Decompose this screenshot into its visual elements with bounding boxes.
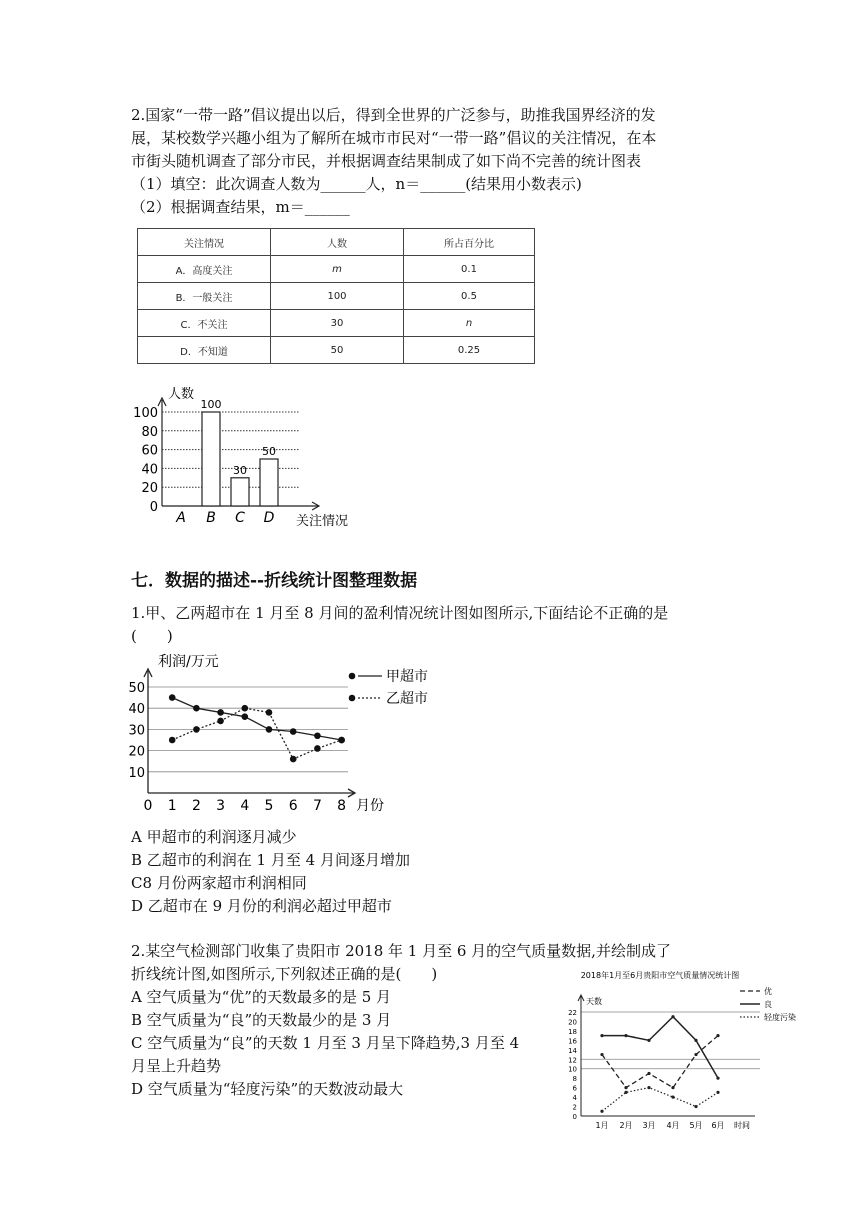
y-tick-label: 100 bbox=[133, 406, 158, 421]
q3-option-b: B 空气质量为“良”的天数最少的是 3 月 bbox=[131, 1011, 392, 1029]
data-point bbox=[600, 1110, 603, 1113]
x-tick-label: 8 bbox=[337, 798, 347, 814]
y-tick-label: 6 bbox=[572, 1084, 577, 1093]
q2-line-2: 展，某校数学兴趣小组为了解所在城市市民对“一带一路”倡议的关注情况，在本 bbox=[131, 129, 657, 147]
x-tick-label: 1月 bbox=[595, 1121, 609, 1130]
x-axis-label: 时间 bbox=[734, 1121, 750, 1130]
q3-option-c-cont: 月呈上升趋势 bbox=[131, 1057, 222, 1075]
data-point bbox=[624, 1034, 627, 1037]
data-point bbox=[694, 1053, 697, 1056]
data-point bbox=[624, 1091, 627, 1094]
chart-title: 2018年1月至6月贵阳市空气质量情况统计图 bbox=[580, 971, 740, 980]
q1-option-b: B 乙超市的利润在 1 月至 4 月间逐月增加 bbox=[131, 851, 410, 869]
y-tick-label: 10 bbox=[568, 1065, 577, 1074]
y-tick-label: 50 bbox=[128, 681, 145, 696]
y-tick-label: 40 bbox=[128, 702, 145, 718]
q2-line-3: 市街头随机调查了部分市民，并根据调查结果制成了如下尚不完善的统计图表 bbox=[131, 152, 642, 170]
q2-line-5: （2）根据调查结果，m＝______ bbox=[131, 198, 350, 216]
table-cell: 0.25 bbox=[404, 337, 535, 364]
data-point bbox=[716, 1034, 719, 1037]
table-cell: A．高度关注 bbox=[138, 256, 271, 283]
data-point bbox=[647, 1086, 650, 1089]
q2-line-4: （1）填空：此次调查人数为______人，n＝______(结果用小数表示) bbox=[131, 175, 582, 193]
table-cell: n bbox=[404, 310, 535, 337]
x-tick-label: 2月 bbox=[619, 1121, 633, 1130]
y-axis-label: 利润/万元 bbox=[158, 654, 219, 670]
legend-label: 轻度污染 bbox=[764, 1013, 796, 1022]
x-axis-label: 月份 bbox=[356, 798, 384, 814]
table-header: 关注情况 bbox=[138, 229, 271, 256]
table-cell: 30 bbox=[271, 310, 404, 337]
data-point bbox=[624, 1086, 627, 1089]
x-axis-label: 关注情况 bbox=[296, 514, 349, 529]
data-label: 50 bbox=[262, 445, 276, 458]
data-point bbox=[671, 1086, 674, 1089]
y-tick-label: 4 bbox=[572, 1094, 577, 1103]
table-cell: D．不知道 bbox=[138, 337, 271, 364]
y-tick-label: 20 bbox=[568, 1018, 577, 1027]
x-tick-label: 7 bbox=[312, 798, 322, 814]
table-cell: 50 bbox=[271, 337, 404, 364]
y-tick-label: 60 bbox=[141, 443, 158, 459]
data-point bbox=[671, 1095, 674, 1098]
x-tick-label: C bbox=[235, 510, 245, 526]
y-tick-label: 0 bbox=[572, 1113, 577, 1121]
data-point bbox=[694, 1039, 697, 1042]
q1-stem-2: ( ) bbox=[131, 627, 173, 645]
table-cell: 0.5 bbox=[404, 283, 535, 310]
x-tick-label: 0 bbox=[143, 798, 153, 814]
x-tick-label: 6 bbox=[288, 798, 298, 814]
x-tick-label: 2 bbox=[191, 798, 201, 814]
x-tick-label: B bbox=[206, 510, 216, 526]
q1-option-c: C8 月份两家超市利润相同 bbox=[131, 874, 307, 892]
data-point bbox=[600, 1053, 603, 1056]
table-header: 人数 bbox=[271, 229, 404, 256]
legend-label: 甲超市 bbox=[386, 669, 428, 685]
y-tick-label: 18 bbox=[568, 1027, 577, 1036]
y-tick-label: 40 bbox=[141, 462, 158, 478]
x-tick-label: D bbox=[263, 510, 275, 526]
x-tick-label: 4月 bbox=[666, 1121, 680, 1130]
table-cell: B．一般关注 bbox=[138, 283, 271, 310]
q1-option-a: A 甲超市的利润逐月减少 bbox=[131, 828, 297, 846]
q1-option-d: D 乙超市在 9 月份的利润必超过甲超市 bbox=[131, 897, 392, 915]
legend-label: 乙超市 bbox=[386, 691, 428, 707]
data-point bbox=[647, 1039, 650, 1042]
x-tick-label: 4 bbox=[240, 798, 250, 814]
y-axis-label: 人数 bbox=[168, 387, 195, 402]
q1-stem-1: 1.甲、乙两超市在 1 月至 8 月间的盈利情况统计图如图所示,下面结论不正确的是 bbox=[131, 604, 669, 622]
legend-label: 良 bbox=[764, 1000, 772, 1009]
x-tick-label: 5 bbox=[264, 798, 274, 814]
table-cell: m bbox=[271, 256, 404, 283]
y-tick-label: 8 bbox=[572, 1075, 577, 1084]
y-tick-label: 0 bbox=[149, 500, 158, 515]
data-label: 30 bbox=[233, 463, 247, 477]
data-label: 100 bbox=[200, 398, 222, 411]
y-tick-label: 16 bbox=[568, 1037, 577, 1046]
table-cell: 0.1 bbox=[404, 256, 535, 283]
data-point bbox=[647, 1072, 650, 1075]
q3-option-a: A 空气质量为“优”的天数最多的是 5 月 bbox=[131, 988, 392, 1006]
y-tick-label: 12 bbox=[568, 1056, 577, 1065]
table-cell: 100 bbox=[271, 283, 404, 310]
data-point bbox=[694, 1105, 697, 1108]
y-tick-label: 20 bbox=[141, 481, 158, 497]
x-tick-label: 1 bbox=[167, 798, 177, 814]
x-tick-label: 5月 bbox=[689, 1121, 703, 1130]
data-point bbox=[716, 1091, 719, 1094]
y-tick-label: 22 bbox=[568, 1009, 577, 1017]
y-axis-label: 天数 bbox=[586, 997, 602, 1006]
section-title: 七．数据的描述--折线统计图整理数据 bbox=[131, 571, 418, 591]
legend-label: 优 bbox=[764, 987, 772, 996]
q3-option-d: D 空气质量为“轻度污染”的天数波动最大 bbox=[131, 1080, 404, 1098]
x-tick-label: 6月 bbox=[711, 1121, 725, 1130]
y-tick-label: 10 bbox=[128, 765, 145, 781]
y-tick-label: 80 bbox=[141, 424, 158, 440]
x-tick-label: 3月 bbox=[642, 1121, 656, 1130]
q3-option-c: C 空气质量为“良”的天数 1 月至 3 月呈下降趋势,3 月至 4 bbox=[131, 1034, 520, 1052]
x-tick-label: 3 bbox=[216, 798, 226, 814]
y-tick-label: 30 bbox=[128, 723, 145, 739]
q3-stem-2: 折线统计图,如图所示,下列叙述正确的是( ) bbox=[131, 965, 438, 983]
q3-stem-1: 2.某空气检测部门收集了贵阳市 2018 年 1 月至 6 月的空气质量数据,并绘制成了 bbox=[131, 942, 671, 960]
series-line bbox=[602, 1036, 718, 1088]
y-tick-label: 2 bbox=[572, 1103, 577, 1112]
y-tick-label: 14 bbox=[568, 1046, 577, 1055]
y-tick-label: 20 bbox=[128, 744, 145, 760]
table-header: 所占百分比 bbox=[404, 229, 535, 256]
table-cell: C．不关注 bbox=[138, 310, 271, 337]
data-point bbox=[671, 1015, 674, 1018]
data-point bbox=[600, 1034, 603, 1037]
q2-line-1: 2.国家“一带一路”倡议提出以后，得到全世界的广泛参与，助推我国界经济的发 bbox=[131, 106, 656, 124]
data-point bbox=[716, 1077, 719, 1080]
series-line bbox=[602, 1088, 718, 1112]
x-tick-label: A bbox=[176, 510, 186, 526]
